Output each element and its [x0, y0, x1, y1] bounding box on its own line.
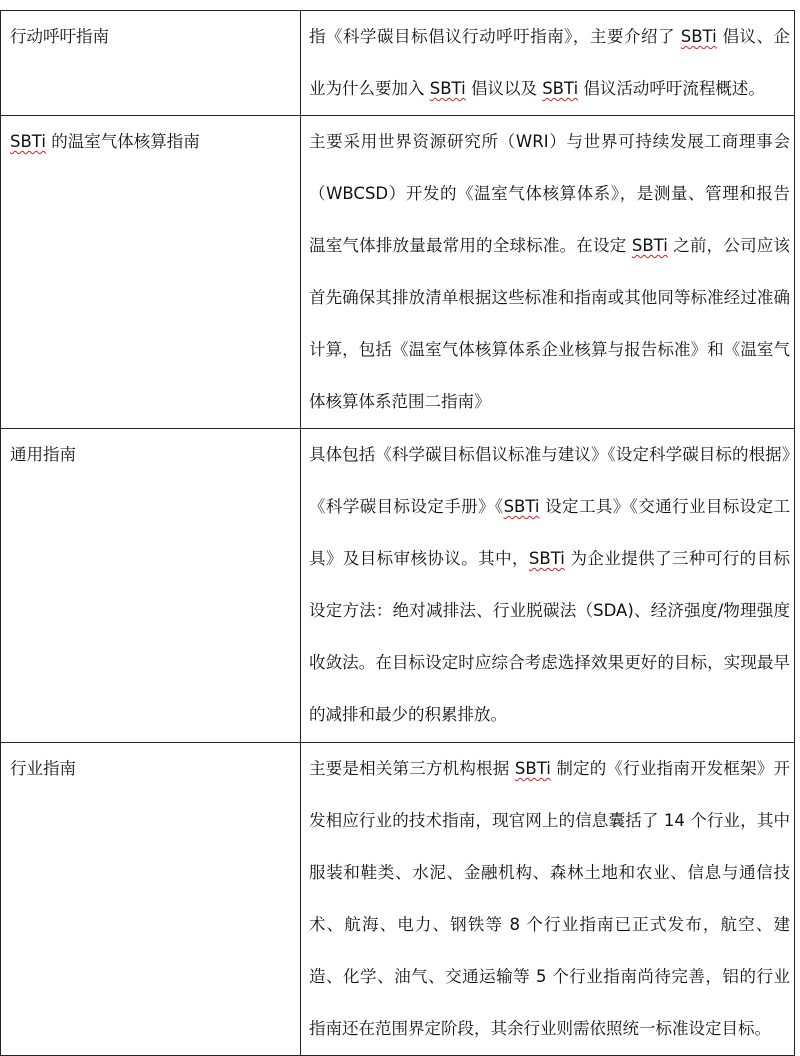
spellcheck-underline: SBTi: [631, 236, 668, 255]
table-row: [1, 11, 795, 116]
spellcheck-underline: SBTi: [680, 27, 717, 46]
guide-name-cell: 行动呼吁指南: [1, 11, 301, 116]
spellcheck-underline: SBTi: [503, 497, 540, 516]
spellcheck-underline: SBTi: [542, 79, 579, 98]
guide-name-cell: 行业指南: [1, 743, 301, 1056]
spellcheck-underline: SBTi: [10, 132, 46, 151]
guide-description-cell: 具体包括《科学碳目标倡议标准与建议》《设定科学碳目标的根据》《科学碳目标设定手册》《SBTi 设定工具》《交通行业目标设定工具》及目标审核协议。其中，SBTi 为企业提供了三种可行的目标设定方法：绝对减排法、行业脱碳法（SDA)、经济强度/物理强度收敛法。在目标设定时应综合考虑选择效果更好的目标，实现最早的减排和最少的积累排放。: [301, 429, 795, 743]
guide-description-cell: 指《科学碳目标倡议行动呼吁指南》，主要介绍了 SBTi 倡议、企业为什么要加入 SBTi 倡议以及 SBTi 倡议活动呼吁流程概述。: [301, 11, 795, 116]
table-row: [1, 116, 795, 429]
guide-name-cell: 通用指南: [1, 429, 301, 743]
guide-name-cell: SBTi 的温室气体核算指南: [1, 116, 301, 429]
guide-description-cell: 主要采用世界资源研究所（WRI）与世界可持续发展工商理事会（WBCSD）开发的《温室气体核算体系》，是测量、管理和报告温室气体排放量最常用的全球标准。在设定 SBTi 之前，公司应该首先确保其排放清单根据这些标准和指南或其他同等标准经过准确计算，包括《温室气体核算体系企业核算与报告标准》和《温室气体核算体系范围二指南》: [301, 116, 795, 429]
table-row: [1, 743, 795, 1056]
spellcheck-underline: SBTi: [528, 549, 565, 568]
spellcheck-underline: SBTi: [429, 79, 466, 98]
spellcheck-underline: SBTi: [514, 759, 551, 778]
guide-table: [0, 10, 795, 1056]
guide-description-cell: 主要是相关第三方机构根据 SBTi 制定的《行业指南开发框架》开发相应行业的技术指南，现官网上的信息囊括了 14 个行业，其中服装和鞋类、水泥、金融机构、森林土地和农业、信息与通信技术、航海、电力、钢铁等 8 个行业指南已正式发布，航空、建造、化学、油气、交通运输等 5 个行业指南尚待完善，铝的行业指南还在范围界定阶段，其余行业则需依照统一标准设定目标。: [301, 743, 795, 1056]
table-row: [1, 429, 795, 743]
